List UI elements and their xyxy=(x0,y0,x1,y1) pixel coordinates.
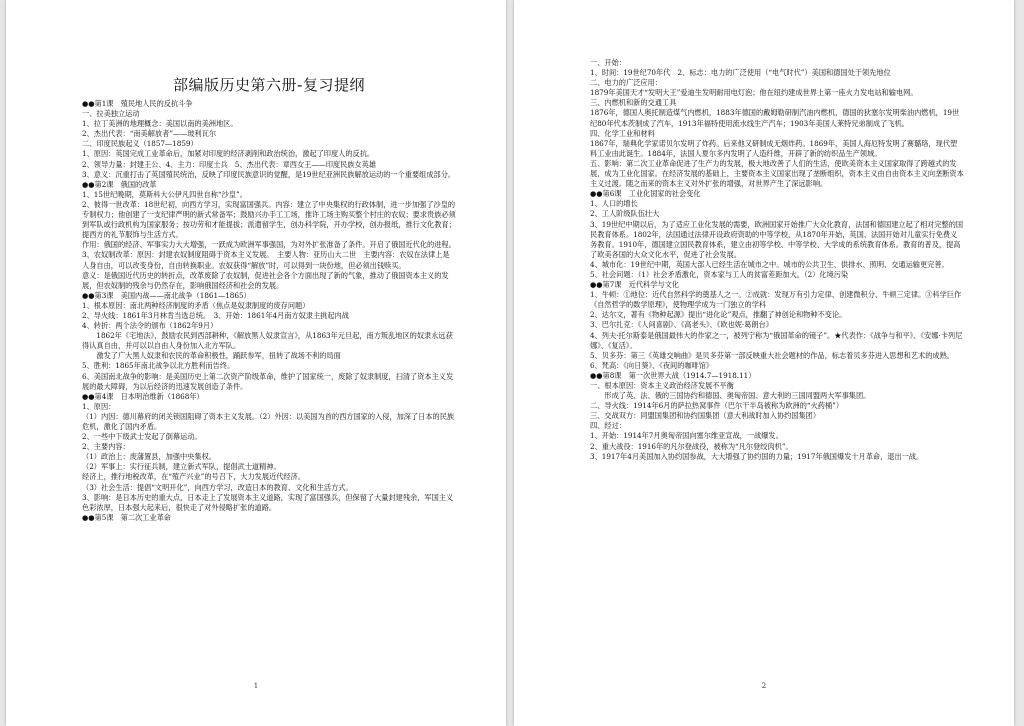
text-line: 3、1917年4月美国加入协约国参战，大大增强了协约国的力量；1917年俄国爆发十月革命，退出一战。 xyxy=(590,451,924,461)
page-1-content xyxy=(82,74,456,523)
page-1-lines xyxy=(82,99,456,523)
text-line: 作用：俄国的经济、军事实力大大增强，一跃成为欧洲军事强国，为对外扩张准备了条件。开启了俄国近代化的进程。 xyxy=(82,240,456,250)
text-line: 2、杰出代表：“南美解放者”——玻利瓦尔 xyxy=(82,129,217,139)
text-line: （1）内因：德川幕府的闭关锁国阻碍了资本主义发展。（2）外因：以美国为首的西方国家的入侵，加深了日本的民族危机，激化了国内矛盾。 xyxy=(82,411,455,431)
text-line: 5、社会问题：（1）社会矛盾激化，资本家与工人的贫富差距加大。（2）化境污染 xyxy=(590,269,849,279)
page-2-content xyxy=(590,58,964,462)
text-line: 2、领导力量：封建王公、4、主力：印度士兵 5、杰出代表：章西女王——印度民族女英雄 xyxy=(82,159,377,169)
text-line: 二、电力的广泛应用： xyxy=(590,78,662,88)
page-2-lines xyxy=(590,58,964,462)
text-line: 2、彼得一世改革：18世纪初，向西方学习，实现富国强兵。内容：建立了中央集权的行政体制，进一步加强了沙皇的专制权力；他创建了一支纪律严明的新式常备军；鼓励兴办手工工场，推许工场主购买整个村庄的农奴；要求贵族必须到军队或行政机构为国家服务；按功劳和才能提拔；派遣留学生，创办科学院，开办学校，创办报纸，推行文化教育；提西方的礼节服饰与生活方式。 xyxy=(82,199,456,240)
text-line: 激发了广大黑人奴隶和农民的革命积极性，踊跃参军，扭转了战场不利的局面 xyxy=(82,351,341,361)
text-line: 3、意义：沉重打击了英国殖民统治，反映了印度民族意识的觉醒，是19世纪亚洲民族解放运动的一个重要组成部分。 xyxy=(82,169,456,179)
text-line: 6、梵高：《向日葵》、《夜间的咖啡馆》 xyxy=(590,360,714,370)
text-line: 一、根本原因：资本主义政治经济发展不平衡 xyxy=(590,381,734,390)
text-line: 5、胜利：1865年南北战争以北方胜利而告终。 xyxy=(82,361,235,371)
text-line: 一、开始： xyxy=(590,58,626,67)
text-line: ●●第6课 工业化国家的社会变化 xyxy=(590,189,701,199)
text-line: ●●第3课 美国内战——南北战争（1861—1865） xyxy=(82,290,251,300)
text-line: 4、转折：两个法令的颁布（1862年9月） xyxy=(82,321,218,331)
text-line: 1876年，德国人奥托制造煤气内燃机，1883年德国的戴姆勒研制汽油内燃机，德国的狄塞尔发明柴油内燃机，19世纪80年代本茨制成了汽车，1913年福特使用流水线生产汽车；1903年美国人莱特兄弟制成了飞机。 xyxy=(590,108,960,128)
text-line: 2、达尔文，著有《物种起源》提出“进化论”观点，推翻了神创论和物种不变论。 xyxy=(590,310,847,320)
text-line: （1）政治上：废藩置县，加强中央集权。 xyxy=(82,452,216,462)
text-line: 一、拉美独立运动 xyxy=(82,109,140,119)
text-line: 3、巴尔扎克：《人间喜剧》、《高老头》、《欧也妮·葛朗台》 xyxy=(590,320,773,330)
text-line: 5、贝多芬：第三《英雄交响曲》是贝多芬第一部反映重大社会题材的作品，标志着贝多芬进入思想和艺术的成熟。 xyxy=(590,350,954,360)
text-line: 1867年，瑞典化学家诺贝尔发明了炸药。后来他又研制成无烟炸药。1869年，美国人海厄特发明了赛璐珞，现代塑料工业由此诞生。1884年，法国人夏尔多内发明了人造纤维，开辟了新的纺织品生产领域。 xyxy=(590,138,958,158)
text-line: 1、时间：19世纪70年代 2、标志：电力的广泛使用（“电气时代”）美国和德国处于领先地位 xyxy=(590,68,891,78)
text-line: 1、牛顿：①地位：近代自然科学的奠基人之一。②成就：发现万有引力定律、创建微积分、牛顿三定律。③科学巨作《自然哲学的数学原理》，使物理学成为一门独立的学科 xyxy=(590,290,962,310)
text-line: 1、开始：1914年7月奥匈帝国向塞尔维亚宣战，一战爆发。 xyxy=(590,431,783,441)
text-line: 1、人口的增长 xyxy=(590,199,638,209)
text-line: 2、重大战役：1916年的凡尔登战役，被称为“凡尔登绞肉机”。 xyxy=(590,441,793,451)
text-line: 1879年美国天才“发明大王”爱迪生发明耐用电灯泡；他在纽约建成世界上第一座火力发电站和输电网。 xyxy=(590,88,918,98)
text-line: 3、19世纪中期以后，为了适应工业化发展的需要，欧洲国家开始推广大众化教育，法国和德国建立起了相对完整的国民教育体系。1802年，法国通过法律开设政府资助的中等学校，从1870年开始，英国、法国开始对儿童实行免费义务教育。1910年，德国建立国民教育体系，建立由初等学校、中等学校、大学成的系统教育体系。教育的普及，提高了欧美各国的大众文化水平，促进了社会发展。 xyxy=(590,219,964,259)
page-number: 2 xyxy=(761,682,767,690)
text-line: ●●第4课 日本明治维新（1868年） xyxy=(82,391,204,401)
text-line: 2、导火线：1861年3月林肯当选总统。 3、开始：1861年4月南方奴隶主挑起内战 xyxy=(82,310,349,320)
doc-title: 部编版历史第六册-复习提纲 xyxy=(173,76,365,94)
text-line: 意义：是俄国近代历史的转折点，改革废除了农奴制，促进社会各个方面出现了新的气象，推动了俄国资本主义的发展，但农奴制的残余与仍然存在，影响俄国经济和社会的发展。 xyxy=(82,270,449,290)
text-line: 4、城市化：19世纪中期，英国大部人已经生活在城市之中。城市的公共卫生、供排水、照明、交通运输更完善。 xyxy=(590,259,949,269)
text-line: 1、原因：英国完成工业革命后，加紧对印度的经济剥削和政治统治，激起了印度人的反抗。 xyxy=(82,149,375,159)
text-line: 经济上，推行地税改革，在“殖产兴业”的号召下，大力发展近代经济。 xyxy=(82,472,305,482)
text-line: ●●第8课 第一次世界大战（1914.7—1918.11） xyxy=(590,370,756,380)
text-line: 四、化学工业和材料 xyxy=(590,128,655,138)
text-line: 1、拉丁美洲的地理概念：美国以南的美洲地区。 xyxy=(82,119,238,129)
text-line: ●●第5课 第二次工业革命 xyxy=(82,512,171,522)
text-line: 2、主要内容： xyxy=(82,442,130,452)
text-line: 3、影响：是日本历史的重大点，日本走上了发展资本主义道路，实现了富国强兵，但保留了大量封建残余，军国主义色彩浓厚，日本强大起来后，很快走了对外侵略扩张的道路。 xyxy=(82,492,454,512)
text-line: 形成了英、法、俄的三国协约和德国、奥匈帝国、意大利的三国同盟两大军事集团。 xyxy=(590,391,871,401)
document-page-2 xyxy=(514,0,1014,726)
text-line: 3、农奴制改革：原因：封建农奴制度阻碍于资本主义发展。 主要人物：亚历山大二世 主要内容：农奴在法律上是人身自由，可以改变身份，自由转换职业。农奴获得“解放”时，可以得到一块份地，但必须出钱赎买。 xyxy=(82,250,450,270)
text-line: 1、根本原因：南北两种经济制度的矛盾（焦点是奴隶制度的废存问题） xyxy=(82,300,310,310)
text-line: 2、工人阶级队伍壮大 xyxy=(590,209,660,219)
text-line: 1、原因： xyxy=(82,401,116,411)
text-line: 2、一些中下级武士发起了倒幕运动。 xyxy=(82,432,202,442)
text-line: 二、印度民族起义（1857—1859） xyxy=(82,139,198,149)
page-number: 1 xyxy=(253,682,259,690)
text-line: 五、影响：第二次工业革命促进了生产力的发展，极大地改善了人们的生活，使欧美资本主义国家取得了跨越式的发展，成为工业化国家。在经济发展的基础上，主要资本主义国家出现了垄断组织，资本主义由自由资本主义向垄断资本主义过渡。随之而来的资本主义对外扩张的增强，对世界产生了深远影响。 xyxy=(590,158,964,189)
text-line: 6、美国南北战争的影响：是美国历史上第二次资产阶级革命，维护了国家统一，废除了奴隶制度，扫清了资本主义发展的最大障碍，为以后经济的迅速发展创造了条件。 xyxy=(82,371,454,391)
text-line: 1862年《宅地法》，鼓励农民到西部耕种，《解放黑人奴隶宣言》，从1863年元旦起，南方叛乱地区的奴隶永远获得认真自由，并可以以自由人身份加入北方军队。 xyxy=(82,331,453,351)
text-line: 三、内燃机和新的交通工具 xyxy=(590,98,677,108)
text-line: 三、交战双方：同盟国集团和协约国集团（意大利战时加入协约国集团） xyxy=(590,411,821,421)
text-line: ●●第7课 近代科学与文化 xyxy=(590,280,679,290)
text-line: 四、经过： xyxy=(590,421,626,431)
text-line: 1、15世纪晚期，莫斯科大公伊凡四世自称“沙皇”。 xyxy=(82,189,247,199)
text-line: 二、导火线：1914年6月的萨拉热窝事件（巴尔干半岛被称为欧洲的“火药桶”） xyxy=(590,401,844,411)
text-line: 4、列夫·托尔斯泰是俄国最伟大的作家之一，被列宁称为“俄国革命的镜子”。★代表作：《战争与和平》、《安娜·卡列尼娜》、《复活》。 xyxy=(590,330,963,350)
document-page-1 xyxy=(6,0,506,726)
text-line: ●●第2课 俄国的改革 xyxy=(82,179,157,189)
text-line: ●●第1课 殖民地人民的反抗斗争 xyxy=(82,99,193,108)
text-line: （3）社会生活：提倡“文明开化”，向西方学习，改造日本的教育、文化和生活方式。 xyxy=(82,482,353,492)
text-line: （2）军事上：实行征兵制，建立新式军队，提倡武士道精神。 xyxy=(82,462,281,472)
